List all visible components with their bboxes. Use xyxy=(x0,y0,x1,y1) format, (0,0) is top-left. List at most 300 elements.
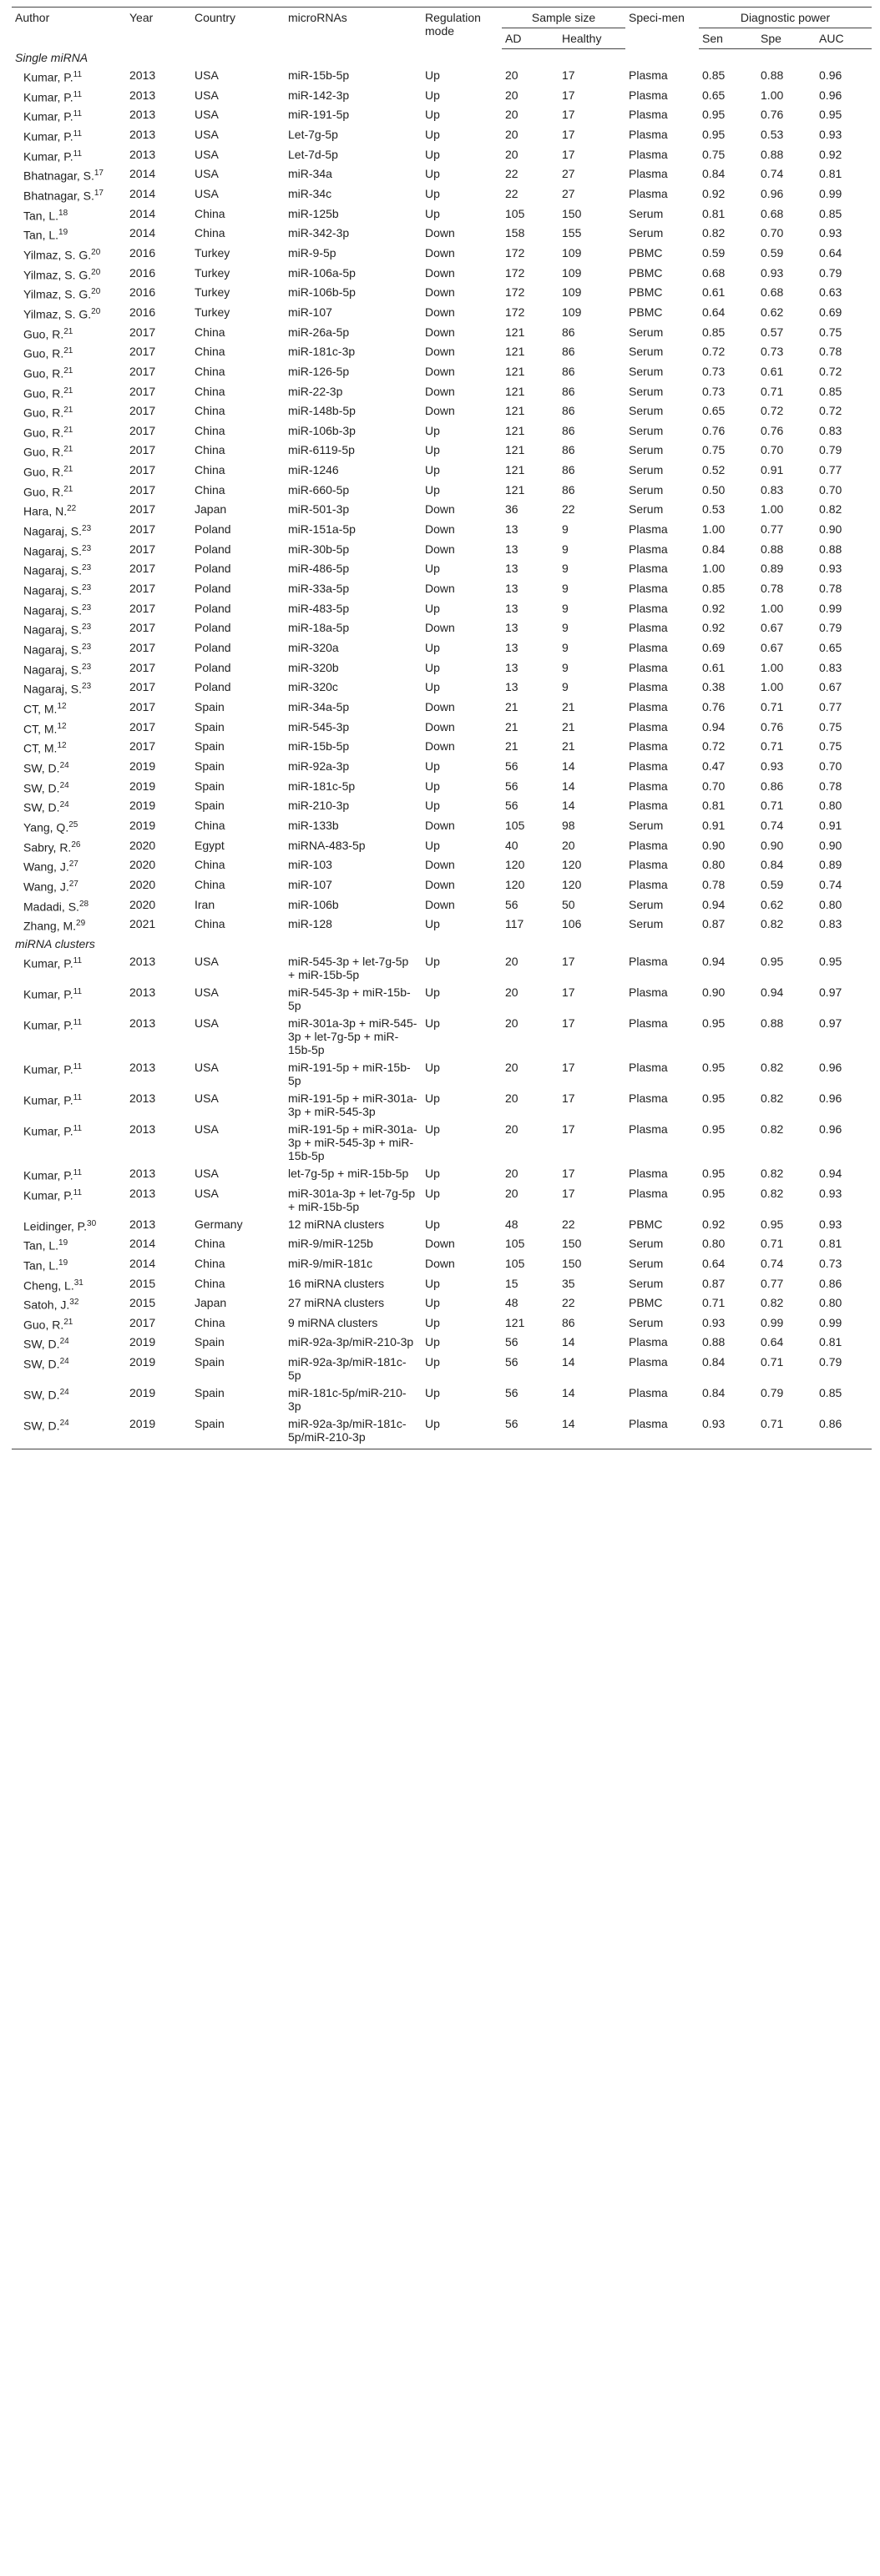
cell-specimen: Plasma xyxy=(629,562,668,576)
cell-specimen: Plasma xyxy=(629,147,668,161)
author-name: Nagaraj, S. xyxy=(23,643,83,657)
cell-spe: 0.53 xyxy=(761,127,784,141)
cell-sen: 0.90 xyxy=(702,985,726,999)
cell-mirna: miR-301a-3p + miR-545-3p + let-7g-5p + miR-15b-5p xyxy=(288,1016,417,1056)
reference-number: 25 xyxy=(68,819,78,829)
cell-year: 2017 xyxy=(129,423,156,437)
table-row xyxy=(12,224,872,244)
cell-regulation: Down xyxy=(425,621,455,635)
cell-country: China xyxy=(195,345,225,359)
cell-spe: 0.68 xyxy=(761,285,784,300)
cell-spe: 0.93 xyxy=(761,759,784,773)
cell-regulation: Up xyxy=(425,186,440,200)
cell-healthy: 14 xyxy=(562,779,575,793)
author-name: SW, D. xyxy=(23,1338,60,1352)
reference-number: 21 xyxy=(63,1317,73,1327)
cell-year: 2020 xyxy=(129,877,156,891)
cell-regulation: Up xyxy=(425,601,440,615)
cell-spe: 0.72 xyxy=(761,404,784,418)
cell-auc: 0.92 xyxy=(819,147,842,161)
cell-author xyxy=(12,67,126,87)
cell-mirna: miR-483-5p xyxy=(288,601,350,615)
reference-number: 24 xyxy=(59,1357,69,1367)
cell-ad: 120 xyxy=(505,858,525,872)
cell-healthy: 17 xyxy=(562,108,575,122)
reference-number: 23 xyxy=(82,643,92,653)
cell-ad: 158 xyxy=(505,226,525,240)
cell-sen: 0.65 xyxy=(702,88,726,102)
reference-number: 20 xyxy=(91,287,101,297)
cell-year: 2020 xyxy=(129,838,156,852)
cell-mirna: miR-148b-5p xyxy=(288,404,356,418)
cell-healthy: 17 xyxy=(562,1060,575,1074)
cell-auc: 0.93 xyxy=(819,1217,842,1231)
cell-auc: 0.83 xyxy=(819,423,842,437)
cell-auc: 0.73 xyxy=(819,1256,842,1270)
cell-ad: 20 xyxy=(505,1166,518,1180)
cell-country: China xyxy=(195,482,225,497)
author-name: Guo, R. xyxy=(23,327,64,341)
cell-regulation: Up xyxy=(425,482,440,497)
cell-auc: 0.79 xyxy=(819,621,842,635)
cell-healthy: 120 xyxy=(562,877,582,891)
col-specimen: Speci-men xyxy=(625,8,699,49)
cell-author xyxy=(12,718,126,739)
col-auc: AUC xyxy=(816,28,872,49)
cell-author xyxy=(12,343,126,363)
cell-healthy: 9 xyxy=(562,522,569,537)
cell-regulation: Down xyxy=(425,1256,455,1270)
cell-author xyxy=(12,817,126,837)
cell-ad: 22 xyxy=(505,167,518,181)
cell-auc: 0.97 xyxy=(819,985,842,999)
cell-sen: 0.92 xyxy=(702,186,726,200)
table-row xyxy=(12,856,872,876)
section-header-row xyxy=(12,935,872,953)
reference-number: 24 xyxy=(59,800,69,810)
cell-mirna: miR-92a-3p/miR-181c-5p xyxy=(288,1355,407,1383)
cell-country: Spain xyxy=(195,1386,225,1400)
cell-sen: 0.76 xyxy=(702,700,726,713)
cell-regulation: Up xyxy=(425,1315,440,1329)
cell-mirna: miR-181c-3p xyxy=(288,345,356,359)
cell-author xyxy=(12,1090,126,1121)
cell-year: 2017 xyxy=(129,621,156,635)
cell-sen: 0.47 xyxy=(702,759,726,773)
author-name: Nagaraj, S. xyxy=(23,583,83,597)
cell-specimen: Plasma xyxy=(629,1335,668,1349)
cell-healthy: 17 xyxy=(562,88,575,102)
col-spe: Spe xyxy=(757,28,816,49)
cell-auc: 0.83 xyxy=(819,917,842,931)
cell-spe: 0.76 xyxy=(761,719,784,733)
cell-country: Poland xyxy=(195,562,231,576)
cell-year: 2020 xyxy=(129,858,156,872)
cell-sen: 0.94 xyxy=(702,954,726,968)
reference-number: 12 xyxy=(57,721,67,731)
cell-spe: 0.77 xyxy=(761,522,784,537)
cell-author xyxy=(12,600,126,620)
author-name: Guo, R. xyxy=(23,406,64,420)
cell-year: 2014 xyxy=(129,206,156,220)
cell-auc: 0.80 xyxy=(819,1296,842,1310)
cell-mirna: miR-1246 xyxy=(288,463,339,477)
cell-author xyxy=(12,521,126,541)
cell-regulation: Up xyxy=(425,838,440,852)
cell-healthy: 21 xyxy=(562,700,575,713)
cell-specimen: Plasma xyxy=(629,719,668,733)
cell-regulation: Down xyxy=(425,1237,455,1251)
cell-auc: 0.95 xyxy=(819,954,842,968)
author-name: Guo, R. xyxy=(23,366,64,381)
reference-number: 23 xyxy=(82,623,92,633)
cell-year: 2017 xyxy=(129,364,156,378)
cell-year: 2013 xyxy=(129,954,156,968)
cell-ad: 48 xyxy=(505,1217,518,1231)
cell-year: 2014 xyxy=(129,167,156,181)
cell-year: 2017 xyxy=(129,463,156,477)
author-name: Kumar, P. xyxy=(23,1188,73,1202)
cell-mirna: miR-191-5p + miR-301a-3p + miR-545-3p + miR-15b-5p xyxy=(288,1122,417,1162)
cell-country: China xyxy=(195,877,225,891)
reference-number: 29 xyxy=(76,919,86,929)
cell-sen: 0.95 xyxy=(702,1060,726,1074)
cell-specimen: Serum xyxy=(629,897,664,911)
reference-number: 21 xyxy=(63,346,73,356)
table-row xyxy=(12,1384,872,1415)
cell-auc: 0.93 xyxy=(819,1186,842,1200)
cell-specimen: PBMC xyxy=(629,305,663,319)
cell-mirna: miR-9-5p xyxy=(288,245,336,260)
cell-auc: 0.75 xyxy=(819,739,842,754)
reference-number: 11 xyxy=(73,1061,83,1071)
cell-mirna: miR-15b-5p xyxy=(288,68,350,82)
cell-author xyxy=(12,1216,126,1236)
table-row xyxy=(12,1275,872,1295)
cell-healthy: 22 xyxy=(562,1296,575,1310)
cell-healthy: 17 xyxy=(562,985,575,999)
cell-regulation: Up xyxy=(425,1217,440,1231)
cell-author xyxy=(12,402,126,422)
cell-healthy: 17 xyxy=(562,954,575,968)
reference-number: 17 xyxy=(94,188,104,198)
cell-country: China xyxy=(195,226,225,240)
cell-country: Poland xyxy=(195,542,231,556)
cell-healthy: 22 xyxy=(562,502,575,517)
cell-ad: 172 xyxy=(505,265,525,280)
cell-regulation: Up xyxy=(425,759,440,773)
cell-regulation: Down xyxy=(425,364,455,378)
cell-author xyxy=(12,265,126,285)
cell-specimen: Plasma xyxy=(629,186,668,200)
cell-regulation: Up xyxy=(425,954,440,968)
cell-year: 2013 xyxy=(129,88,156,102)
cell-author xyxy=(12,1165,126,1185)
cell-specimen: Serum xyxy=(629,206,664,220)
table-row xyxy=(12,343,872,363)
cell-author xyxy=(12,778,126,798)
cell-healthy: 109 xyxy=(562,245,582,260)
cell-regulation: Down xyxy=(425,700,455,713)
cell-author xyxy=(12,87,126,107)
cell-spe: 0.90 xyxy=(761,838,784,852)
author-name: Kumar, P. xyxy=(23,1124,73,1138)
cell-auc: 0.93 xyxy=(819,226,842,240)
cell-spe: 0.71 xyxy=(761,384,784,398)
cell-spe: 0.88 xyxy=(761,68,784,82)
cell-country: USA xyxy=(195,167,219,181)
cell-author xyxy=(12,1121,126,1165)
cell-sen: 0.75 xyxy=(702,147,726,161)
cell-sen: 0.84 xyxy=(702,1355,726,1369)
cell-mirna: miR-486-5p xyxy=(288,562,350,576)
cell-specimen: Plasma xyxy=(629,88,668,102)
cell-mirna: 9 miRNA clusters xyxy=(288,1315,378,1329)
cell-specimen: Plasma xyxy=(629,522,668,537)
cell-spe: 0.71 xyxy=(761,700,784,713)
cell-healthy: 86 xyxy=(562,443,575,457)
cell-mirna: miR-191-5p + miR-15b-5p xyxy=(288,1060,411,1087)
table-row xyxy=(12,580,872,600)
reference-number: 28 xyxy=(78,899,89,909)
cell-sen: 0.73 xyxy=(702,384,726,398)
cell-mirna: miRNA-483-5p xyxy=(288,838,366,852)
author-name: Nagaraj, S. xyxy=(23,683,83,696)
cell-author xyxy=(12,1059,126,1090)
reference-number: 11 xyxy=(73,89,83,99)
cell-specimen: PBMC xyxy=(629,1296,663,1310)
cell-ad: 56 xyxy=(505,759,518,773)
author-name: Kumar, P. xyxy=(23,956,73,970)
cell-country: USA xyxy=(195,1122,219,1136)
cell-mirna: miR-125b xyxy=(288,206,339,220)
cell-sen: 0.95 xyxy=(702,1091,726,1105)
table-row xyxy=(12,1255,872,1275)
cell-country: USA xyxy=(195,1186,219,1200)
cell-healthy: 86 xyxy=(562,463,575,477)
cell-sen: 0.95 xyxy=(702,108,726,122)
cell-ad: 13 xyxy=(505,562,518,576)
cell-country: Egypt xyxy=(195,838,225,852)
author-name: Hara, N. xyxy=(23,505,68,519)
table-row xyxy=(12,953,872,984)
cell-ad: 117 xyxy=(505,917,524,931)
reference-number: 23 xyxy=(82,682,92,692)
table-row xyxy=(12,521,872,541)
cell-year: 2016 xyxy=(129,245,156,260)
cell-sen: 0.85 xyxy=(702,68,726,82)
author-name: Kumar, P. xyxy=(23,90,73,104)
cell-mirna: miR-107 xyxy=(288,877,332,891)
cell-year: 2013 xyxy=(129,68,156,82)
cell-auc: 0.99 xyxy=(819,601,842,615)
cell-healthy: 17 xyxy=(562,1186,575,1200)
section-header-row xyxy=(12,49,872,68)
cell-sen: 0.95 xyxy=(702,1016,726,1030)
cell-auc: 0.85 xyxy=(819,206,842,220)
cell-regulation: Up xyxy=(425,443,440,457)
table-row xyxy=(12,1185,872,1216)
cell-author xyxy=(12,678,126,698)
table-row xyxy=(12,778,872,798)
cell-year: 2019 xyxy=(129,1386,156,1400)
cell-specimen: Plasma xyxy=(629,1355,668,1369)
cell-sen: 0.70 xyxy=(702,779,726,793)
cell-ad: 121 xyxy=(505,1315,525,1329)
cell-sen: 0.80 xyxy=(702,858,726,872)
cell-ad: 40 xyxy=(505,838,518,852)
author-name: Nagaraj, S. xyxy=(23,564,83,578)
cell-country: Poland xyxy=(195,522,231,537)
cell-healthy: 27 xyxy=(562,186,575,200)
cell-auc: 0.79 xyxy=(819,443,842,457)
cell-author xyxy=(12,126,126,146)
reference-number: 21 xyxy=(63,365,73,376)
table-row xyxy=(12,304,872,324)
cell-spe: 0.88 xyxy=(761,1016,784,1030)
reference-number: 30 xyxy=(87,1218,97,1228)
reference-number: 18 xyxy=(58,208,68,218)
cell-mirna: miR-9/miR-181c xyxy=(288,1256,373,1270)
cell-spe: 0.77 xyxy=(761,1276,784,1290)
cell-sen: 0.64 xyxy=(702,305,726,319)
cell-specimen: PBMC xyxy=(629,1217,663,1231)
cell-ad: 121 xyxy=(505,384,525,398)
cell-author xyxy=(12,1354,126,1384)
cell-spe: 0.95 xyxy=(761,954,784,968)
cell-spe: 0.83 xyxy=(761,482,784,497)
table-row xyxy=(12,600,872,620)
cell-sen: 0.72 xyxy=(702,345,726,359)
cell-sen: 0.90 xyxy=(702,838,726,852)
cell-auc: 0.70 xyxy=(819,759,842,773)
cell-year: 2016 xyxy=(129,265,156,280)
cell-healthy: 17 xyxy=(562,1091,575,1105)
author-name: Kumar, P. xyxy=(23,149,73,164)
cell-regulation: Up xyxy=(425,167,440,181)
cell-regulation: Down xyxy=(425,384,455,398)
cell-year: 2020 xyxy=(129,897,156,911)
cell-author xyxy=(12,738,126,758)
cell-ad: 20 xyxy=(505,1016,518,1030)
cell-regulation: Up xyxy=(425,680,440,694)
author-name: Kumar, P. xyxy=(23,109,73,124)
cell-sen: 0.69 xyxy=(702,641,726,655)
col-sen: Sen xyxy=(699,28,757,49)
cell-author xyxy=(12,461,126,481)
cell-regulation: Down xyxy=(425,245,455,260)
cell-auc: 0.64 xyxy=(819,245,842,260)
cell-auc: 0.80 xyxy=(819,799,842,813)
cell-specimen: PBMC xyxy=(629,245,663,260)
cell-healthy: 86 xyxy=(562,482,575,497)
cell-auc: 0.78 xyxy=(819,582,842,596)
cell-healthy: 9 xyxy=(562,582,569,596)
reference-number: 11 xyxy=(73,70,83,79)
cell-auc: 0.83 xyxy=(819,660,842,674)
cell-ad: 48 xyxy=(505,1296,518,1310)
reference-number: 24 xyxy=(59,780,69,790)
cell-auc: 0.75 xyxy=(819,325,842,339)
cell-mirna: 12 miRNA clusters xyxy=(288,1217,385,1231)
cell-specimen: Plasma xyxy=(629,167,668,181)
cell-regulation: Up xyxy=(425,127,440,141)
author-name: Yang, Q. xyxy=(23,820,69,834)
cell-ad: 20 xyxy=(505,127,518,141)
author-name: Kumar, P. xyxy=(23,129,73,144)
cell-mirna: miR-545-3p xyxy=(288,719,350,733)
cell-healthy: 17 xyxy=(562,1122,575,1136)
cell-specimen: Plasma xyxy=(629,858,668,872)
cell-auc: 0.72 xyxy=(819,404,842,418)
cell-country: USA xyxy=(195,985,219,999)
cell-healthy: 50 xyxy=(562,897,575,911)
cell-ad: 105 xyxy=(505,1256,525,1270)
cell-healthy: 9 xyxy=(562,621,569,635)
cell-regulation: Up xyxy=(425,463,440,477)
cell-mirna: miR-6119-5p xyxy=(288,443,355,457)
cell-ad: 20 xyxy=(505,88,518,102)
cell-author xyxy=(12,1015,126,1059)
cell-country: Spain xyxy=(195,799,225,813)
cell-ad: 13 xyxy=(505,660,518,674)
cell-author xyxy=(12,619,126,639)
cell-specimen: Serum xyxy=(629,364,664,378)
cell-healthy: 35 xyxy=(562,1276,575,1290)
reference-number: 21 xyxy=(63,445,73,455)
reference-number: 23 xyxy=(82,583,92,593)
cell-mirna: miR-545-3p + let-7g-5p + miR-15b-5p xyxy=(288,954,409,981)
cell-healthy: 14 xyxy=(562,1386,575,1400)
col-ad: AD xyxy=(502,28,559,49)
cell-mirna: let-7g-5p + miR-15b-5p xyxy=(288,1166,409,1180)
cell-regulation: Up xyxy=(425,1386,440,1400)
cell-auc: 0.96 xyxy=(819,1060,842,1074)
author-name: CT, M. xyxy=(23,741,58,755)
cell-regulation: Up xyxy=(425,1122,440,1136)
cell-spe: 0.93 xyxy=(761,265,784,280)
cell-ad: 22 xyxy=(505,186,518,200)
cell-mirna: miR-34a xyxy=(288,167,332,181)
table-row xyxy=(12,501,872,521)
cell-ad: 121 xyxy=(505,423,525,437)
cell-country: Spain xyxy=(195,739,225,754)
cell-specimen: Plasma xyxy=(629,660,668,674)
cell-year: 2016 xyxy=(129,285,156,300)
cell-sen: 0.84 xyxy=(702,167,726,181)
cell-regulation: Up xyxy=(425,1276,440,1290)
author-name: SW, D. xyxy=(23,800,60,814)
cell-mirna: miR-9/miR-125b xyxy=(288,1237,373,1251)
reference-number: 12 xyxy=(57,741,67,751)
table-row xyxy=(12,738,872,758)
cell-auc: 0.99 xyxy=(819,186,842,200)
col-country: Country xyxy=(191,8,285,49)
reference-number: 11 xyxy=(73,1167,83,1177)
cell-year: 2013 xyxy=(129,1060,156,1074)
table-row xyxy=(12,758,872,778)
cell-healthy: 109 xyxy=(562,265,582,280)
table-row xyxy=(12,1121,872,1165)
cell-regulation: Up xyxy=(425,985,440,999)
cell-auc: 0.96 xyxy=(819,1122,842,1136)
cell-healthy: 150 xyxy=(562,1256,582,1270)
cell-sen: 0.68 xyxy=(702,265,726,280)
reference-number: 11 xyxy=(73,1187,83,1197)
cell-regulation: Up xyxy=(425,562,440,576)
cell-year: 2013 xyxy=(129,1217,156,1231)
table-row xyxy=(12,1059,872,1090)
